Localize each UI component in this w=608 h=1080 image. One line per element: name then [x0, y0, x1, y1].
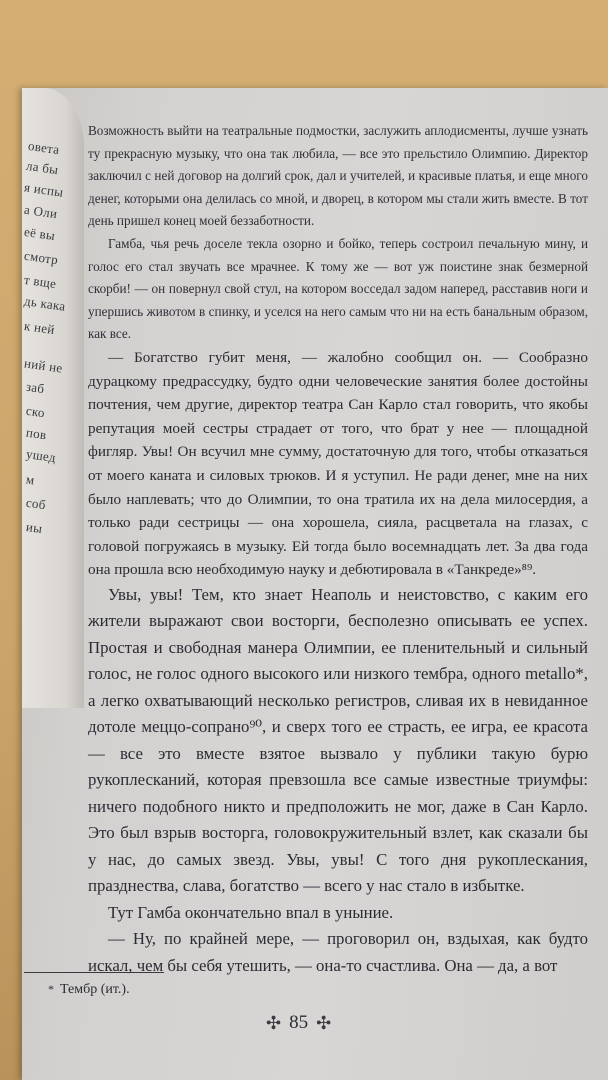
- page-number-block: [266, 1012, 331, 1034]
- paragraph: Гамба, чья речь доселе текла озорно и бойко, теперь состроил печальную мину, и голос его стал звучать все мрачнее. К тому же — вот уж поистине знак безмерной скорби! — он повернул свой стул, на котором восседал задом наперед, расставив ноги и упершись животом в спинку, и уселся на него самым что ни на есть банальным образом, как все.: [88, 235, 588, 342]
- prev-page-fragment: ско: [25, 402, 46, 421]
- prev-page-fragment: ушед: [25, 445, 57, 466]
- footnote-divider: [24, 972, 164, 973]
- prev-page-fragment: т вще: [23, 271, 58, 292]
- footnote-text: Тембр (ит.).: [60, 982, 130, 997]
- paragraph: Тут Гамба окончательно впал в уныние.: [108, 902, 394, 922]
- prev-page-fragment: дь кака: [23, 293, 67, 314]
- footnote: [48, 982, 130, 998]
- main-text-block: [88, 120, 588, 979]
- footnote-marker: *: [48, 982, 54, 996]
- prev-page-fragment: ла бы: [25, 157, 60, 178]
- page-number: 85: [289, 1012, 309, 1033]
- prev-page-fragment: м: [25, 471, 36, 488]
- prev-page-fragment: иы: [25, 518, 44, 537]
- prev-page-fragment: овета: [27, 137, 61, 158]
- ornament-right-icon: ✣: [316, 1012, 332, 1033]
- paragraph: Увы, увы! Тем, кто знает Неаполь и неистовство, с каким его жители выражают свои восторги, бесполезно описывать ее успех. Простая и свободная манера Олимпии, ее пленительный и сильный голос, не голос одного высокого или низкого тембра, одного metallo*, а легко охватывающий несколько регистров, сливая их в невиданное дотоле меццо-сопрано⁹⁰, и сверх того ее страсть, ее игра, ее красота — все это вместе взятое вызвало у публики такую бурю рукоплесканий, которая превзошла все самые известные триумфы: ничего подобного никто и предположить не мог, даже в Сан Карло. Это был взрыв восторга, головокружительный взлет, как сказали бы у нас, до самых звезд. Увы, увы! С того дня рукоплескания, празднества, слава, богатство — всего у нас стало в избытке.: [88, 584, 588, 896]
- prev-page-fragment: её вы: [23, 223, 57, 244]
- prev-page-fragment: смотр: [23, 247, 60, 268]
- paragraph: Возможность выйти на театральные подмостки, заслужить аплодисменты, лучше узнать ту прекрасную музыку, что она так любила, — все это прельстило Олимпию. Директор заключил с ней договор на долгий срок, дал и учителей, и красивые платья, и еще много денег, которыми она делилась со мной, и дворец, в котором мы стали жить вместе. В тот день пришел конец моей беззаботности.: [88, 123, 588, 229]
- paragraph: — Богатство губит меня, — жалобно сообщил он. — Сообразно дурацкому предрассудку, будто одни человеческие занятия более достойны почтения, чем другие, директор театра Сан Карло стал говорить, что якобы репутация моей сестры страдает от того, что брат у нее — площадной фигляр. Увы! Он всучил мне сумму, достаточную для того, чтобы отказаться от моего каната и силовых трюков. И я уступил. Не ради денег, мне на них было наплевать; что до Олимпии, то она тратила их на дела милосердия, а только ради сестрицы — она хорошела, сияла, расцветала на глазах, с головой погружаясь в музыку. Ей тогда было восемнадцать лет. За два года она прошла всю необходимую науку и дебютировала в «Танкреде»⁸⁹.: [88, 348, 588, 579]
- prev-page-fragment: заб: [25, 378, 46, 397]
- paragraph: — Ну, по крайней мере, — проговорил он, вздыхая, как будто искал, чем бы себя утешить, — она-то счастлива. Она — да, а вот: [88, 929, 588, 975]
- prev-page-fragment: а Оли: [23, 201, 59, 222]
- prev-page-fragment: пов: [25, 424, 48, 443]
- prev-page-fragment: ний не: [23, 355, 64, 376]
- prev-page-fragment: к ней: [23, 317, 56, 338]
- ornament-left-icon: ✣: [266, 1012, 282, 1033]
- previous-page-edge: [22, 88, 84, 708]
- prev-page-fragment: я испы: [23, 179, 65, 200]
- prev-page-fragment: соб: [25, 494, 47, 513]
